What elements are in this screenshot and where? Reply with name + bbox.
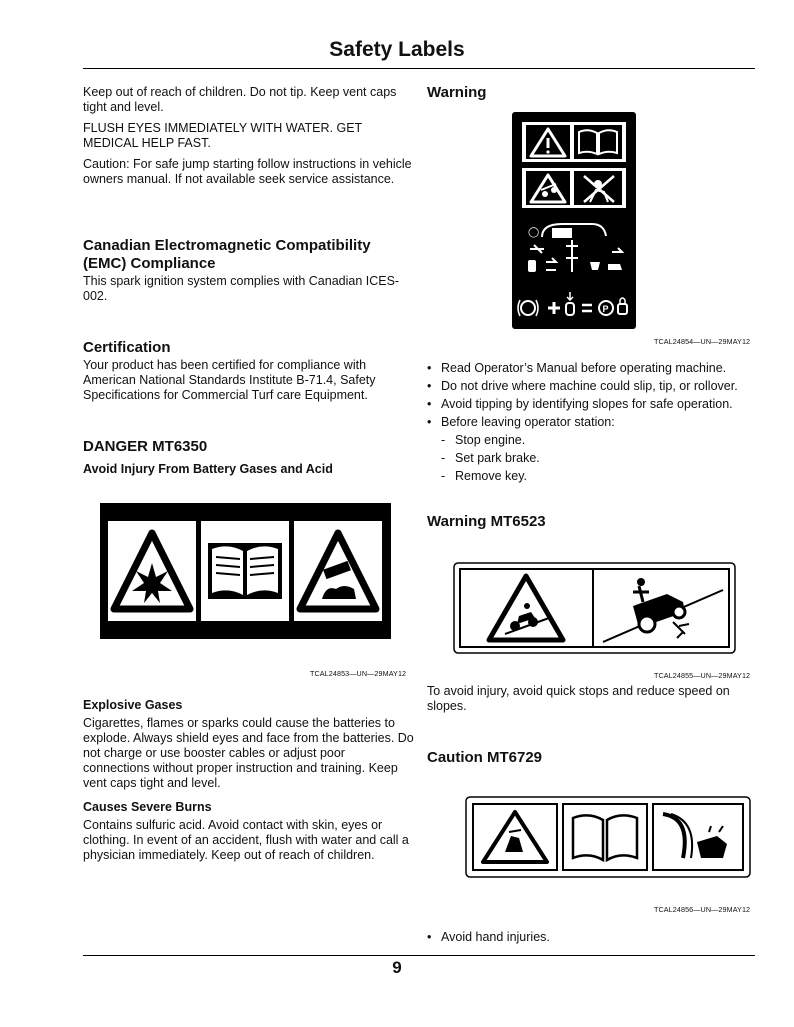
explosive-gases-section — [83, 698, 415, 791]
danger-label-code: TCAL24853—UN—29MAY12 — [310, 669, 407, 678]
certification-section — [83, 339, 403, 403]
severe-burns-heading: Causes Severe Burns — [83, 800, 212, 814]
certification-body: Your product has been certified for compliance with American National Standards Institute B-71.4, Safety Specifications for Commercial Turf care Equipment. — [83, 358, 376, 402]
list-item — [427, 413, 767, 485]
explosive-gases-heading: Explosive Gases — [83, 698, 183, 712]
left-intro — [83, 85, 415, 187]
caution-bullet-list — [427, 928, 757, 946]
emc-heading: Canadian Electromagnetic Compatibility (EMC) Compliance — [83, 237, 371, 272]
warning-mt6523-heading: Warning MT6523 — [427, 513, 546, 530]
warning-mt6523-label — [453, 562, 736, 654]
header-rule — [83, 68, 755, 69]
danger-subheading: Avoid Injury From Battery Gases and Acid — [83, 462, 333, 476]
warning-mt6523-body: To avoid injury, avoid quick stops and reduce speed on slopes. — [427, 684, 730, 713]
severe-burns-body: Contains sulfuric acid. Avoid contact with skin, eyes or clothing. In event of an accident, flush with water and call a physician immediately. Keep out of reach of children. — [83, 818, 409, 862]
page-number: 9 — [392, 958, 402, 977]
footer-rule — [83, 955, 755, 956]
list-item: - Remove key. — [441, 467, 767, 485]
caution-mt6729-label-code: TCAL24856—UN—29MAY12 — [654, 905, 751, 914]
intro-paragraph-3: Caution: For safe jump starting follow instructions in vehicle owners manual. If not available seek service assistance. — [83, 157, 412, 186]
svg-text:◯: ◯ — [528, 227, 540, 238]
warning-mt6523-section — [427, 513, 546, 531]
svg-text:P: P — [602, 304, 609, 314]
list-item: • Do not drive where machine could slip, tip, or rollover. — [427, 377, 767, 395]
explosive-gases-body: Cigarettes, flames or sparks could cause the batteries to explode. Always shield eyes and face from the batteries. Do not charge or use booster cables or adjust poor connections without proper instruction and training. Keep vent caps tight and level. — [83, 716, 414, 790]
danger-heading: DANGER MT6350 — [83, 438, 208, 455]
list-item: • Avoid tipping by identifying slopes for safe operation. — [427, 395, 767, 413]
danger-section — [83, 438, 403, 477]
page-title: Safety Labels — [329, 38, 465, 61]
emc-section — [83, 237, 403, 304]
warning-label — [512, 112, 636, 329]
emc-body: This spark ignition system complies with Canadian ICES-002. — [83, 274, 400, 303]
warning-heading: Warning — [427, 84, 487, 101]
caution-mt6729-heading: Caution MT6729 — [427, 749, 543, 766]
danger-mt6350-label — [100, 503, 391, 639]
list-item: • Avoid hand injuries. — [427, 928, 757, 946]
warning-mt6523-label-code: TCAL24855—UN—29MAY12 — [654, 671, 751, 680]
list-item-label: Before leaving operator station: — [441, 415, 615, 429]
intro-paragraph-1: Keep out of reach of children. Do not tip. Keep vent caps tight and level. — [83, 85, 397, 114]
list-item: • Read Operator’s Manual before operating machine. — [427, 359, 767, 377]
warning-section — [427, 84, 486, 102]
list-item: - Stop engine. — [441, 431, 767, 449]
read-manual-icon — [208, 543, 282, 599]
intro-paragraph-2: FLUSH EYES IMMEDIATELY WITH WATER. GET MEDICAL HELP FAST. — [83, 121, 362, 150]
caution-mt6729-label — [465, 796, 751, 878]
certification-heading: Certification — [83, 339, 171, 356]
caution-mt6729-section — [427, 749, 542, 767]
warning-bullet-list — [427, 359, 767, 485]
severe-burns-section — [83, 800, 415, 863]
warning-label-code: TCAL24854—UN—29MAY12 — [654, 337, 751, 346]
list-item: - Set park brake. — [441, 449, 767, 467]
leaving-steps-list — [441, 431, 767, 485]
